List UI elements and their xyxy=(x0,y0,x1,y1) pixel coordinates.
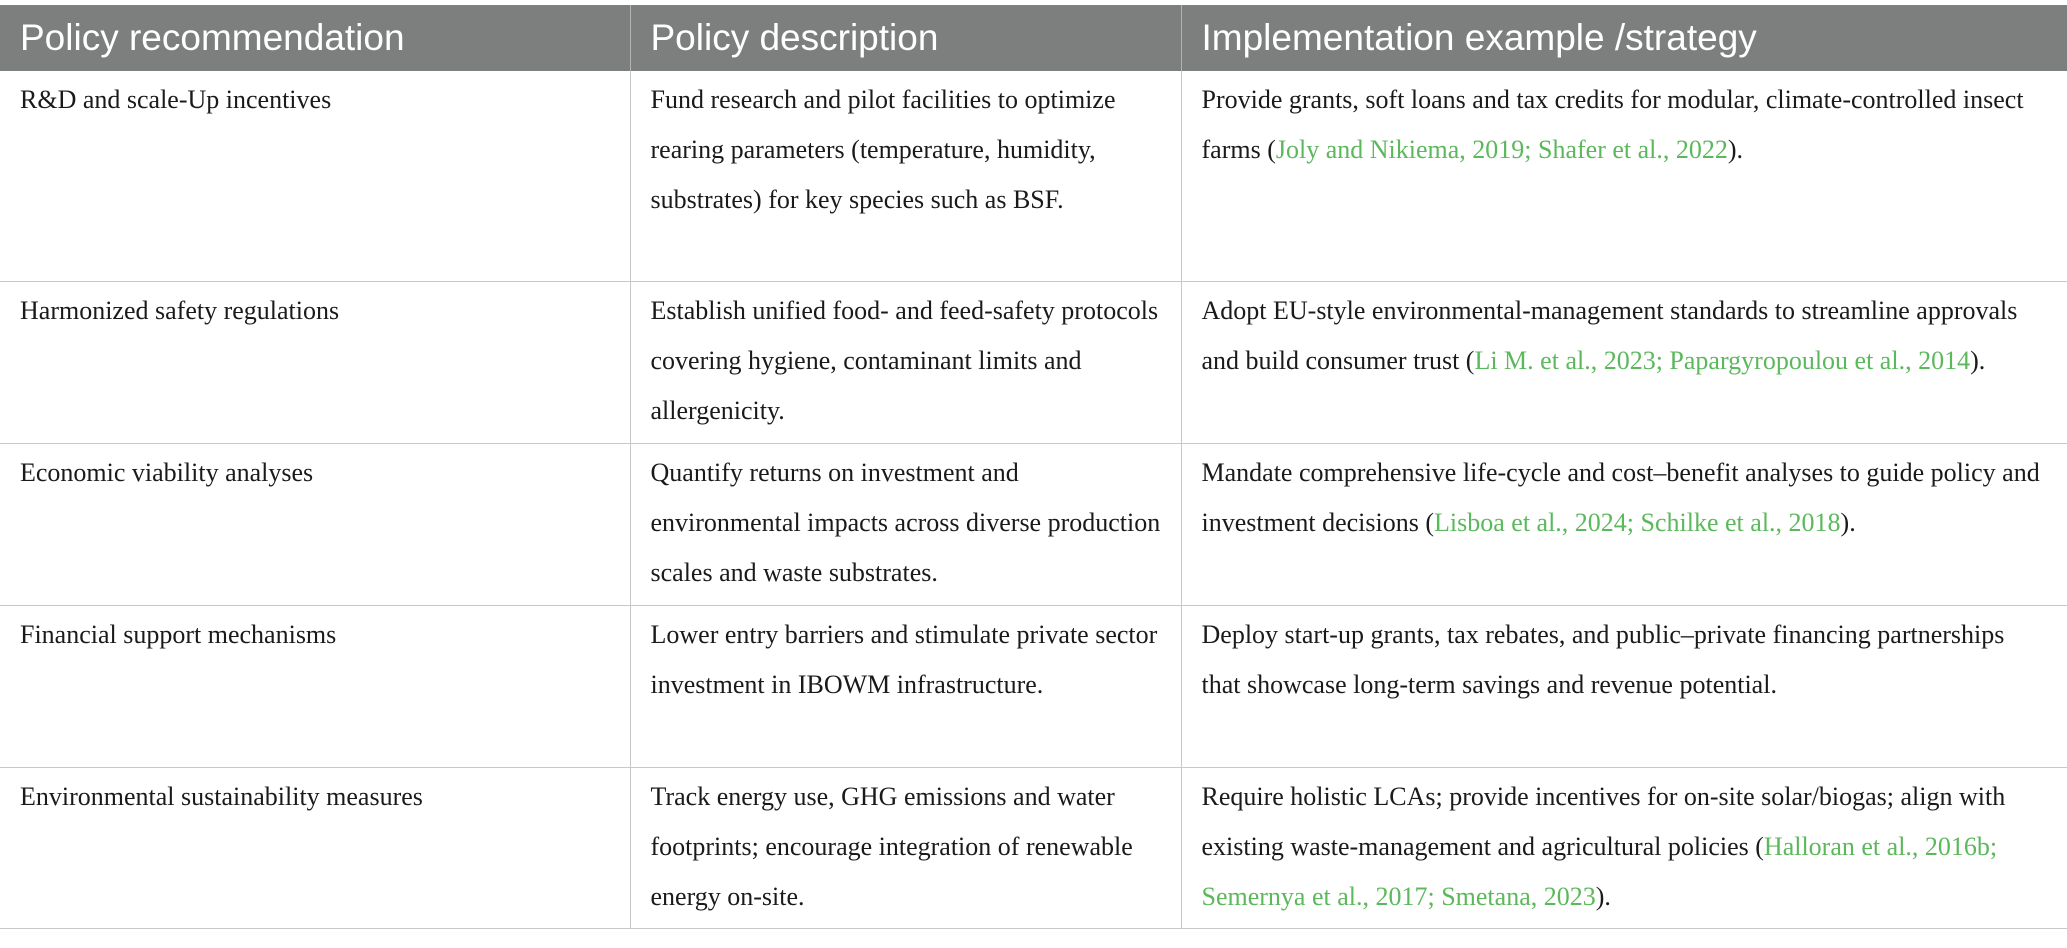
implementation-cell xyxy=(1181,282,2067,444)
header-row xyxy=(0,5,2067,71)
recommendation-cell: Economic viability analyses xyxy=(0,444,630,606)
implementation-text-end: ). xyxy=(1970,346,1986,375)
implementation-cell xyxy=(1181,768,2067,929)
description-cell: Fund research and pilot facilities to optimize rearing parameters (temperature, humidity, substrates) for key species such as BSF. xyxy=(630,71,1181,282)
header-policy-description: Policy description xyxy=(630,5,1181,71)
implementation-cell xyxy=(1181,444,2067,606)
implementation-text: Mandate comprehensive life-cycle and cost–benefit analyses to guide policy and investment decisions ( xyxy=(1201,458,2040,537)
header-policy-recommendation: Policy recommendation xyxy=(0,5,630,71)
recommendation-cell: Harmonized safety regulations xyxy=(0,282,630,444)
table-row xyxy=(0,606,2067,768)
table-row xyxy=(0,282,2067,444)
citation-link[interactable]: Halloran et al., 2016b; Semernya et al., 2017; Smetana, 2023 xyxy=(1201,832,1998,911)
table-row xyxy=(0,444,2067,606)
description-cell: Track energy use, GHG emissions and water footprints; encourage integration of renewable energy on-site. xyxy=(630,768,1181,929)
implementation-text: Deploy start-up grants, tax rebates, and public–private financing partnerships that showcase long-term savings and revenue potential. xyxy=(1201,620,2005,699)
implementation-text-end: ). xyxy=(1840,508,1856,537)
description-cell: Quantify returns on investment and environmental impacts across diverse production scales and waste substrates. xyxy=(630,444,1181,606)
description-cell: Establish unified food- and feed-safety protocols covering hygiene, contaminant limits and allergenicity. xyxy=(630,282,1181,444)
citation-link[interactable]: Joly and Nikiema, 2019; Shafer et al., 2022 xyxy=(1275,135,1728,164)
recommendation-cell: Environmental sustainability measures xyxy=(0,768,630,929)
implementation-cell xyxy=(1181,606,2067,768)
policy-table xyxy=(0,5,2067,929)
implementation-text-end: ). xyxy=(1595,882,1611,911)
citation-link[interactable]: Lisboa et al., 2024; Schilke et al., 2018 xyxy=(1434,508,1841,537)
citation-link[interactable]: Li M. et al., 2023; Papargyropoulou et al., 2014 xyxy=(1474,346,1971,375)
header-implementation-example: Implementation example /strategy xyxy=(1181,5,2067,71)
implementation-text: Require holistic LCAs; provide incentives for on-site solar/biogas; align with existing waste-management and agricultural policies ( xyxy=(1201,782,2006,861)
recommendation-cell: R&D and scale-Up incentives xyxy=(0,71,630,282)
implementation-text: Adopt EU-style environmental-management standards to streamline approvals and build consumer trust ( xyxy=(1201,296,2018,375)
implementation-cell xyxy=(1181,71,2067,282)
implementation-text: Provide grants, soft loans and tax credits for modular, climate-controlled insect farms ( xyxy=(1201,85,2024,164)
table-row xyxy=(0,71,2067,282)
description-cell: Lower entry barriers and stimulate private sector investment in IBOWM infrastructure. xyxy=(630,606,1181,768)
table-row xyxy=(0,768,2067,929)
recommendation-cell: Financial support mechanisms xyxy=(0,606,630,768)
implementation-text-end: ). xyxy=(1727,135,1744,164)
